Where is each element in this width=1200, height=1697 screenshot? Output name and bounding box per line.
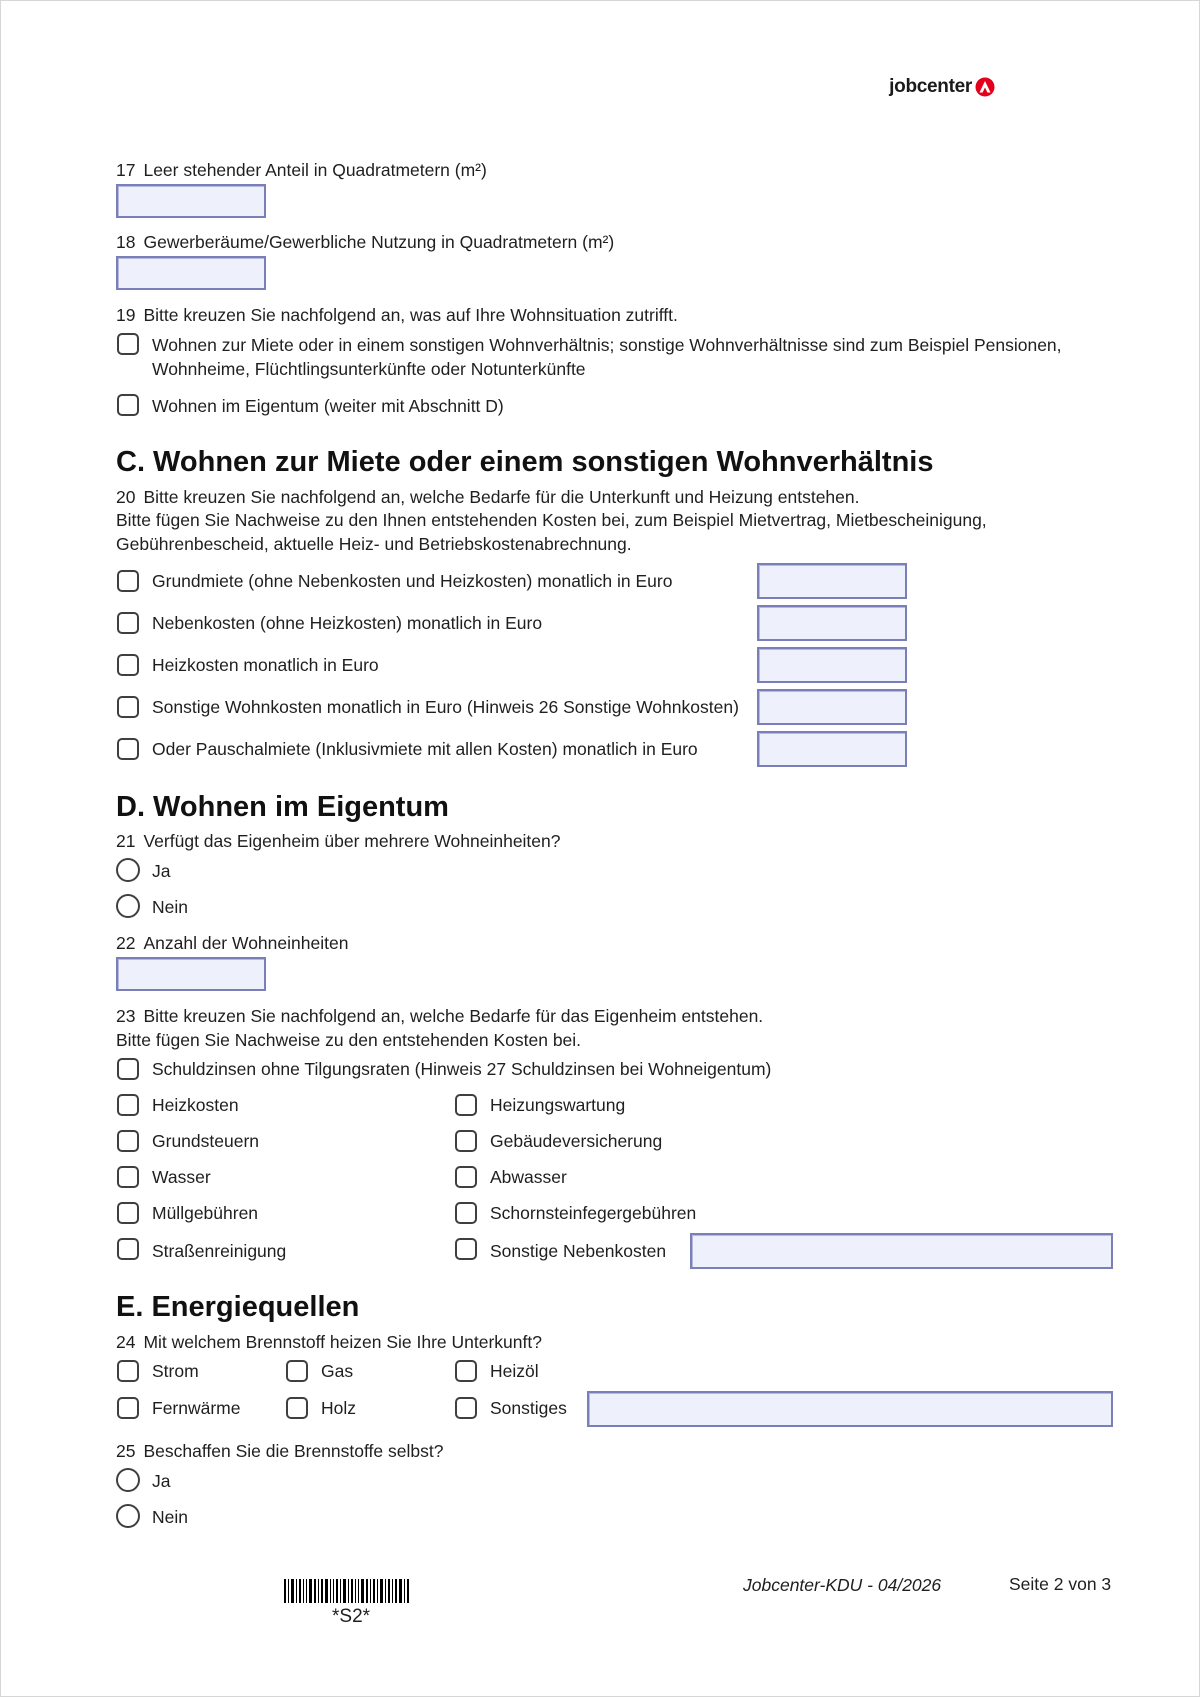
street-cleaning-checkbox[interactable] [117,1238,139,1260]
heating-costs-checkbox[interactable] [117,654,139,676]
debt-interest-label: Schuldzinsen ohne Tilgungsraten (Hinweis 27 Schuldzinsen bei Wohneigentum) [152,1059,772,1079]
waste-fees-label: Müllgebühren [152,1203,259,1223]
logo-text: jobcenter [889,76,972,97]
heating-costs-input[interactable] [757,647,907,683]
heating-costs-own-checkbox[interactable] [117,1094,139,1116]
no-label: Nein [152,1507,188,1527]
self-procure-no-radio[interactable] [116,1504,140,1528]
question-22 [116,931,348,955]
base-rent-label: Grundmiete (ohne Nebenkosten und Heizkosten) monatlich in Euro [152,571,673,591]
fuel-gas-checkbox[interactable] [286,1360,308,1382]
question-number: 21 [116,831,136,851]
other-ancillary-costs-checkbox[interactable] [455,1238,477,1260]
fuel-district-heating-checkbox[interactable] [117,1397,139,1419]
fuel-oil-label: Heizöl [490,1361,539,1381]
question-24 [116,1330,542,1354]
page-number: Seite 2 von 3 [1009,1574,1112,1594]
yes-label: Ja [152,861,171,881]
additional-costs-label: Nebenkosten (ohne Heizkosten) monatlich in Euro [152,613,543,633]
fuel-oil-checkbox[interactable] [455,1360,477,1382]
question-text: Verfügt das Eigenheim über mehrere Wohneinheiten? [143,831,561,851]
chimney-sweep-checkbox[interactable] [455,1202,477,1224]
question-number: 17 [116,160,136,180]
ownership-label: Wohnen im Eigentum (weiter mit Abschnitt D) [152,396,504,416]
section-d-title: D. Wohnen im Eigentum [116,791,449,823]
question-number: 18 [116,232,136,252]
rent-label-line1: Wohnen zur Miete oder in einem sonstigen Wohnverhältnis; sonstige Wohnverhältnisse sind zum Beispiel Pensionen, [152,335,1062,355]
question-number: 22 [116,933,136,953]
debt-interest-checkbox[interactable] [117,1058,139,1080]
other-housing-costs-input[interactable] [757,689,907,725]
question-20 [116,485,859,509]
rent-checkbox[interactable] [117,333,139,355]
chimney-sweep-label: Schornsteinfegergebühren [490,1203,697,1223]
other-housing-costs-label: Sonstige Wohnkosten monatlich in Euro (Hinweis 26 Sonstige Wohnkosten) [152,697,739,717]
fuel-gas-label: Gas [321,1361,354,1381]
no-label: Nein [152,897,188,917]
section-e-title: E. Energiequellen [116,1291,360,1323]
flat-rent-checkbox[interactable] [117,738,139,760]
yes-label: Ja [152,1471,171,1491]
question-text: Beschaffen Sie die Brennstoffe selbst? [143,1441,444,1461]
fuel-other-label: Sonstiges [490,1398,567,1418]
question-number: 20 [116,487,136,507]
heating-maintenance-checkbox[interactable] [455,1094,477,1116]
other-ancillary-costs-input[interactable] [690,1233,1113,1269]
heating-costs-label: Heizkosten monatlich in Euro [152,655,379,675]
question-18 [116,230,614,254]
question-25 [116,1439,443,1463]
question-text: Bitte kreuzen Sie nachfolgend an, was auf Ihre Wohnsituation zutrifft. [143,305,678,325]
question-number: 23 [116,1006,136,1026]
barcode-text: *S2* [332,1606,371,1627]
building-insurance-checkbox[interactable] [455,1130,477,1152]
question-number: 24 [116,1332,136,1352]
question-text: Gewerberäume/Gewerbliche Nutzung in Quadratmetern (m²) [143,232,615,252]
vacant-area-input[interactable] [116,184,266,218]
additional-costs-checkbox[interactable] [117,612,139,634]
heating-maintenance-label: Heizungswartung [490,1095,626,1115]
wastewater-checkbox[interactable] [455,1166,477,1188]
question-17 [116,158,487,182]
question-text: Bitte kreuzen Sie nachfolgend an, welche Bedarfe für das Eigenheim entstehen. [143,1006,764,1026]
number-of-units-input[interactable] [116,957,266,991]
building-insurance-label: Gebäudeversicherung [490,1131,663,1151]
jobcenter-logo [889,76,995,98]
section-c-title: C. Wohnen zur Miete oder einem sonstigen Wohnverhältnis [116,446,934,478]
base-rent-checkbox[interactable] [117,570,139,592]
property-tax-label: Grundsteuern [152,1131,260,1151]
property-tax-checkbox[interactable] [117,1130,139,1152]
fuel-other-checkbox[interactable] [455,1397,477,1419]
base-rent-input[interactable] [757,563,907,599]
multiple-units-yes-radio[interactable] [116,858,140,882]
question-21 [116,829,561,853]
flat-rent-label: Oder Pauschalmiete (Inklusivmiete mit allen Kosten) monatlich in Euro [152,739,698,759]
question-text: Anzahl der Wohneinheiten [143,933,349,953]
other-housing-costs-checkbox[interactable] [117,696,139,718]
question-number: 19 [116,305,136,325]
question-23 [116,1004,763,1028]
question-text: Mit welchem Brennstoff heizen Sie Ihre Unterkunft? [143,1332,542,1352]
water-checkbox[interactable] [117,1166,139,1188]
ownership-checkbox[interactable] [117,394,139,416]
question-20-line3: Gebührenbescheid, aktuelle Heiz- und Betriebskostenabrechnung. [116,534,632,554]
fuel-wood-checkbox[interactable] [286,1397,308,1419]
barcode [284,1579,411,1603]
fuel-electricity-checkbox[interactable] [117,1360,139,1382]
multiple-units-no-radio[interactable] [116,894,140,918]
wastewater-label: Abwasser [490,1167,567,1187]
question-23-line2: Bitte fügen Sie Nachweise zu den entstehenden Kosten bei. [116,1030,582,1050]
question-text: Bitte kreuzen Sie nachfolgend an, welche Bedarfe für die Unterkunft und Heizung entstehen. [143,487,860,507]
fuel-electricity-label: Strom [152,1361,199,1381]
form-code: Jobcenter-KDU - 04/2026 [743,1575,942,1595]
commercial-area-input[interactable] [116,256,266,290]
other-ancillary-costs-label: Sonstige Nebenkosten [490,1241,667,1261]
street-cleaning-label: Straßenreinigung [152,1241,287,1261]
heating-costs-own-label: Heizkosten [152,1095,239,1115]
fuel-other-input[interactable] [587,1391,1113,1427]
waste-fees-checkbox[interactable] [117,1202,139,1224]
fuel-wood-label: Holz [321,1398,357,1418]
self-procure-yes-radio[interactable] [116,1468,140,1492]
flat-rent-input[interactable] [757,731,907,767]
question-19 [116,303,678,327]
additional-costs-input[interactable] [757,605,907,641]
fuel-district-heating-label: Fernwärme [152,1398,241,1418]
question-number: 25 [116,1441,136,1461]
rent-label-line2: Wohnheime, Flüchtlingsunterkünfte oder Notunterkünfte [152,359,586,379]
question-text: Leer stehender Anteil in Quadratmetern (m²) [143,160,487,180]
water-label: Wasser [152,1167,211,1187]
jobcenter-a-logo-icon [975,77,995,97]
question-20-line2: Bitte fügen Sie Nachweise zu den Ihnen entstehenden Kosten bei, zum Beispiel Mietvertrag, Mietbescheinigung, [116,510,987,530]
